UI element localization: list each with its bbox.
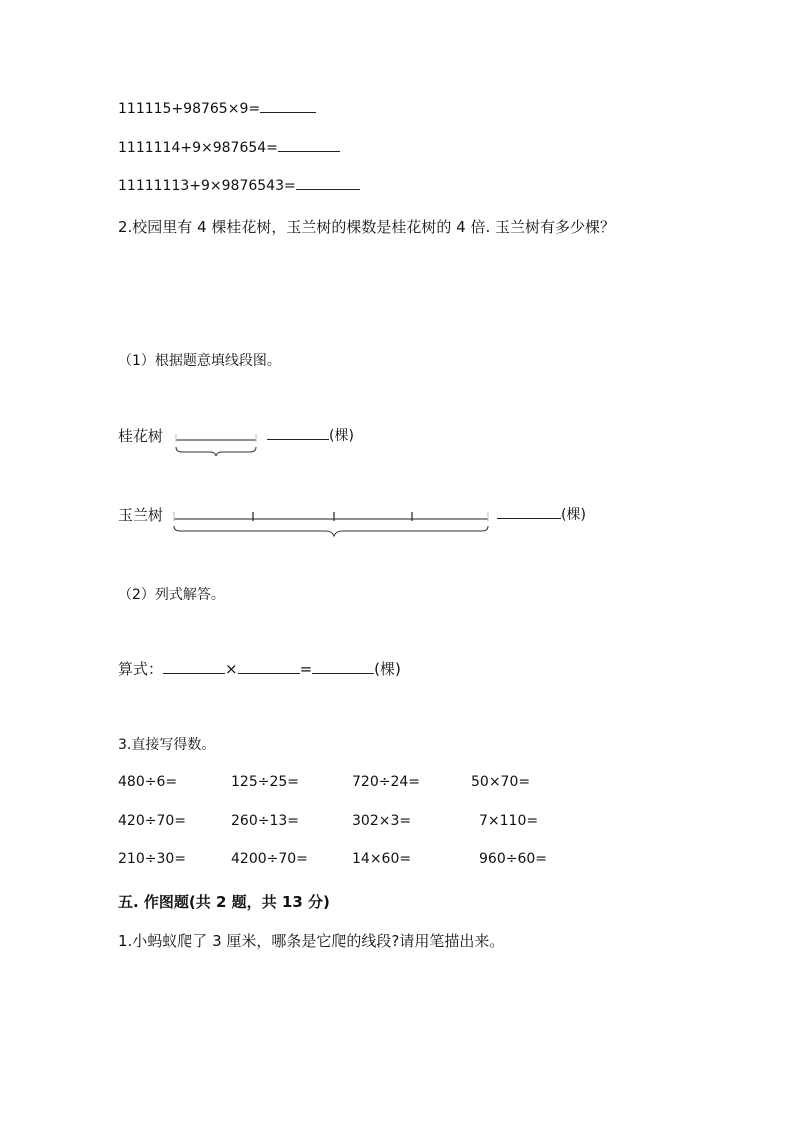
formula-unit: (棵) bbox=[374, 660, 401, 678]
arithmetic-item: 302×3= bbox=[352, 813, 412, 829]
magnolia-brace bbox=[174, 526, 488, 536]
arithmetic-item: 720÷24= bbox=[352, 774, 420, 790]
formula-label: 算式： bbox=[118, 660, 164, 678]
equals-sign: = bbox=[299, 660, 313, 678]
answer-blank[interactable] bbox=[163, 661, 225, 674]
osmanthus-brace bbox=[176, 447, 256, 456]
section-5-heading: 五. 作图题(共 2 题，共 13 分) bbox=[118, 893, 330, 911]
arithmetic-item: 960÷60= bbox=[479, 851, 547, 867]
arithmetic-item: 50×70= bbox=[471, 774, 531, 790]
formula-line bbox=[118, 658, 401, 679]
question-3-title: 3.直接写得数。 bbox=[118, 737, 216, 753]
arithmetic-item: 480÷6= bbox=[118, 774, 178, 790]
magnolia-unit: (棵) bbox=[561, 507, 586, 523]
question-2-part-2-label: （2）列式解答。 bbox=[118, 587, 225, 603]
arithmetic-item: 210÷30= bbox=[118, 851, 186, 867]
section-5-question-1: 1.小蚂蚁爬了 3 厘米，哪条是它爬的线段?请用笔描出来。 bbox=[118, 932, 505, 950]
osmanthus-label: 桂花树 bbox=[118, 427, 164, 445]
osmanthus-segment bbox=[176, 434, 256, 442]
question-2-title: 2.校园里有 4 棵桂花树，玉兰树的棵数是桂花树的 4 倍. 玉兰树有多少棵？ bbox=[118, 218, 616, 236]
magnolia-segment bbox=[174, 512, 488, 521]
magnolia-label: 玉兰树 bbox=[118, 506, 164, 524]
calc-expression-1: 111115+98765×9= bbox=[118, 101, 261, 117]
times-sign: × bbox=[225, 660, 238, 678]
arithmetic-item: 420÷70= bbox=[118, 813, 186, 829]
calc-expression-2: 1111114+9×987654= bbox=[118, 140, 278, 156]
calc-expression-3: 11111113+9×9876543= bbox=[118, 178, 296, 194]
answer-blank[interactable] bbox=[312, 661, 374, 674]
arithmetic-item: 4200÷70= bbox=[231, 851, 308, 867]
arithmetic-item: 125÷25= bbox=[231, 774, 299, 790]
arithmetic-item: 7×110= bbox=[479, 813, 539, 829]
arithmetic-item: 14×60= bbox=[352, 851, 412, 867]
question-2-part-1-label: （1）根据题意填线段图。 bbox=[118, 353, 281, 369]
answer-blank[interactable] bbox=[238, 661, 300, 674]
osmanthus-unit: (棵) bbox=[329, 428, 354, 444]
arithmetic-item: 260÷13= bbox=[231, 813, 299, 829]
